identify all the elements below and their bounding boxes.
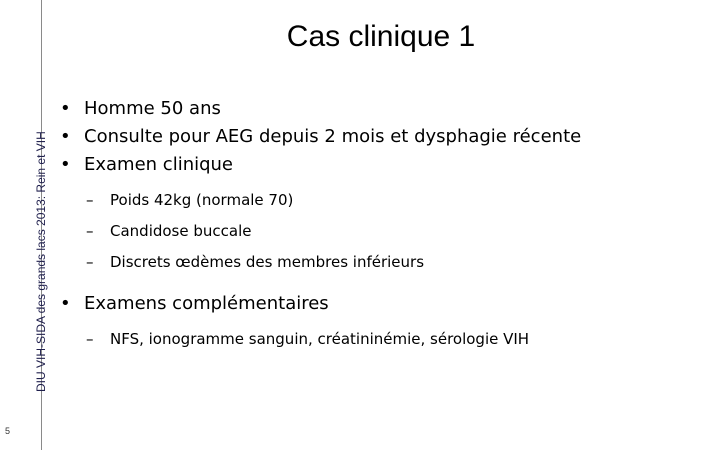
bullet-text: Examen clinique [84, 154, 234, 175]
slide-title: Cas clinique 1 [286, 20, 476, 53]
bullet-text: Examens complémentaires [84, 293, 329, 314]
bullet-item [60, 96, 710, 124]
bullet-text: Homme 50 ans [84, 98, 221, 119]
bullet-icon: • [60, 98, 71, 119]
bullet-text: Consulte pour AEG depuis 2 mois et dysphagie récente [84, 126, 582, 147]
bullet-icon: • [60, 154, 71, 175]
sub-item [60, 329, 710, 360]
sub-item-text: Poids 42kg (normale 70) [110, 191, 294, 209]
sub-item-text: NFS, ionogramme sanguin, créatininémie, sérologie VIH [110, 330, 530, 348]
dash-icon: – [86, 222, 94, 240]
bullet-icon: • [60, 126, 71, 147]
dash-icon: – [86, 330, 94, 348]
vertical-course-title: DIU VIH-SIDA des grands lacs 2013: Rein et VIH [34, 131, 48, 392]
sub-item [60, 252, 710, 283]
sub-item [60, 190, 710, 221]
sub-item [60, 221, 710, 252]
dash-icon: – [86, 253, 94, 271]
slide-content [60, 96, 710, 368]
sidebar [0, 0, 48, 450]
dash-icon: – [86, 191, 94, 209]
bullet-item [60, 152, 710, 180]
sub-item-text: Candidose buccale [110, 222, 252, 240]
sub-list-examens-complementaires [60, 329, 710, 360]
bullet-icon: • [60, 293, 71, 314]
page-number: 5 [5, 426, 11, 436]
sub-list-examen-clinique [60, 190, 710, 283]
bullet-item [60, 124, 710, 152]
sub-item-text: Discrets œdèmes des membres inférieurs [110, 253, 425, 271]
bullet-item [60, 291, 710, 319]
